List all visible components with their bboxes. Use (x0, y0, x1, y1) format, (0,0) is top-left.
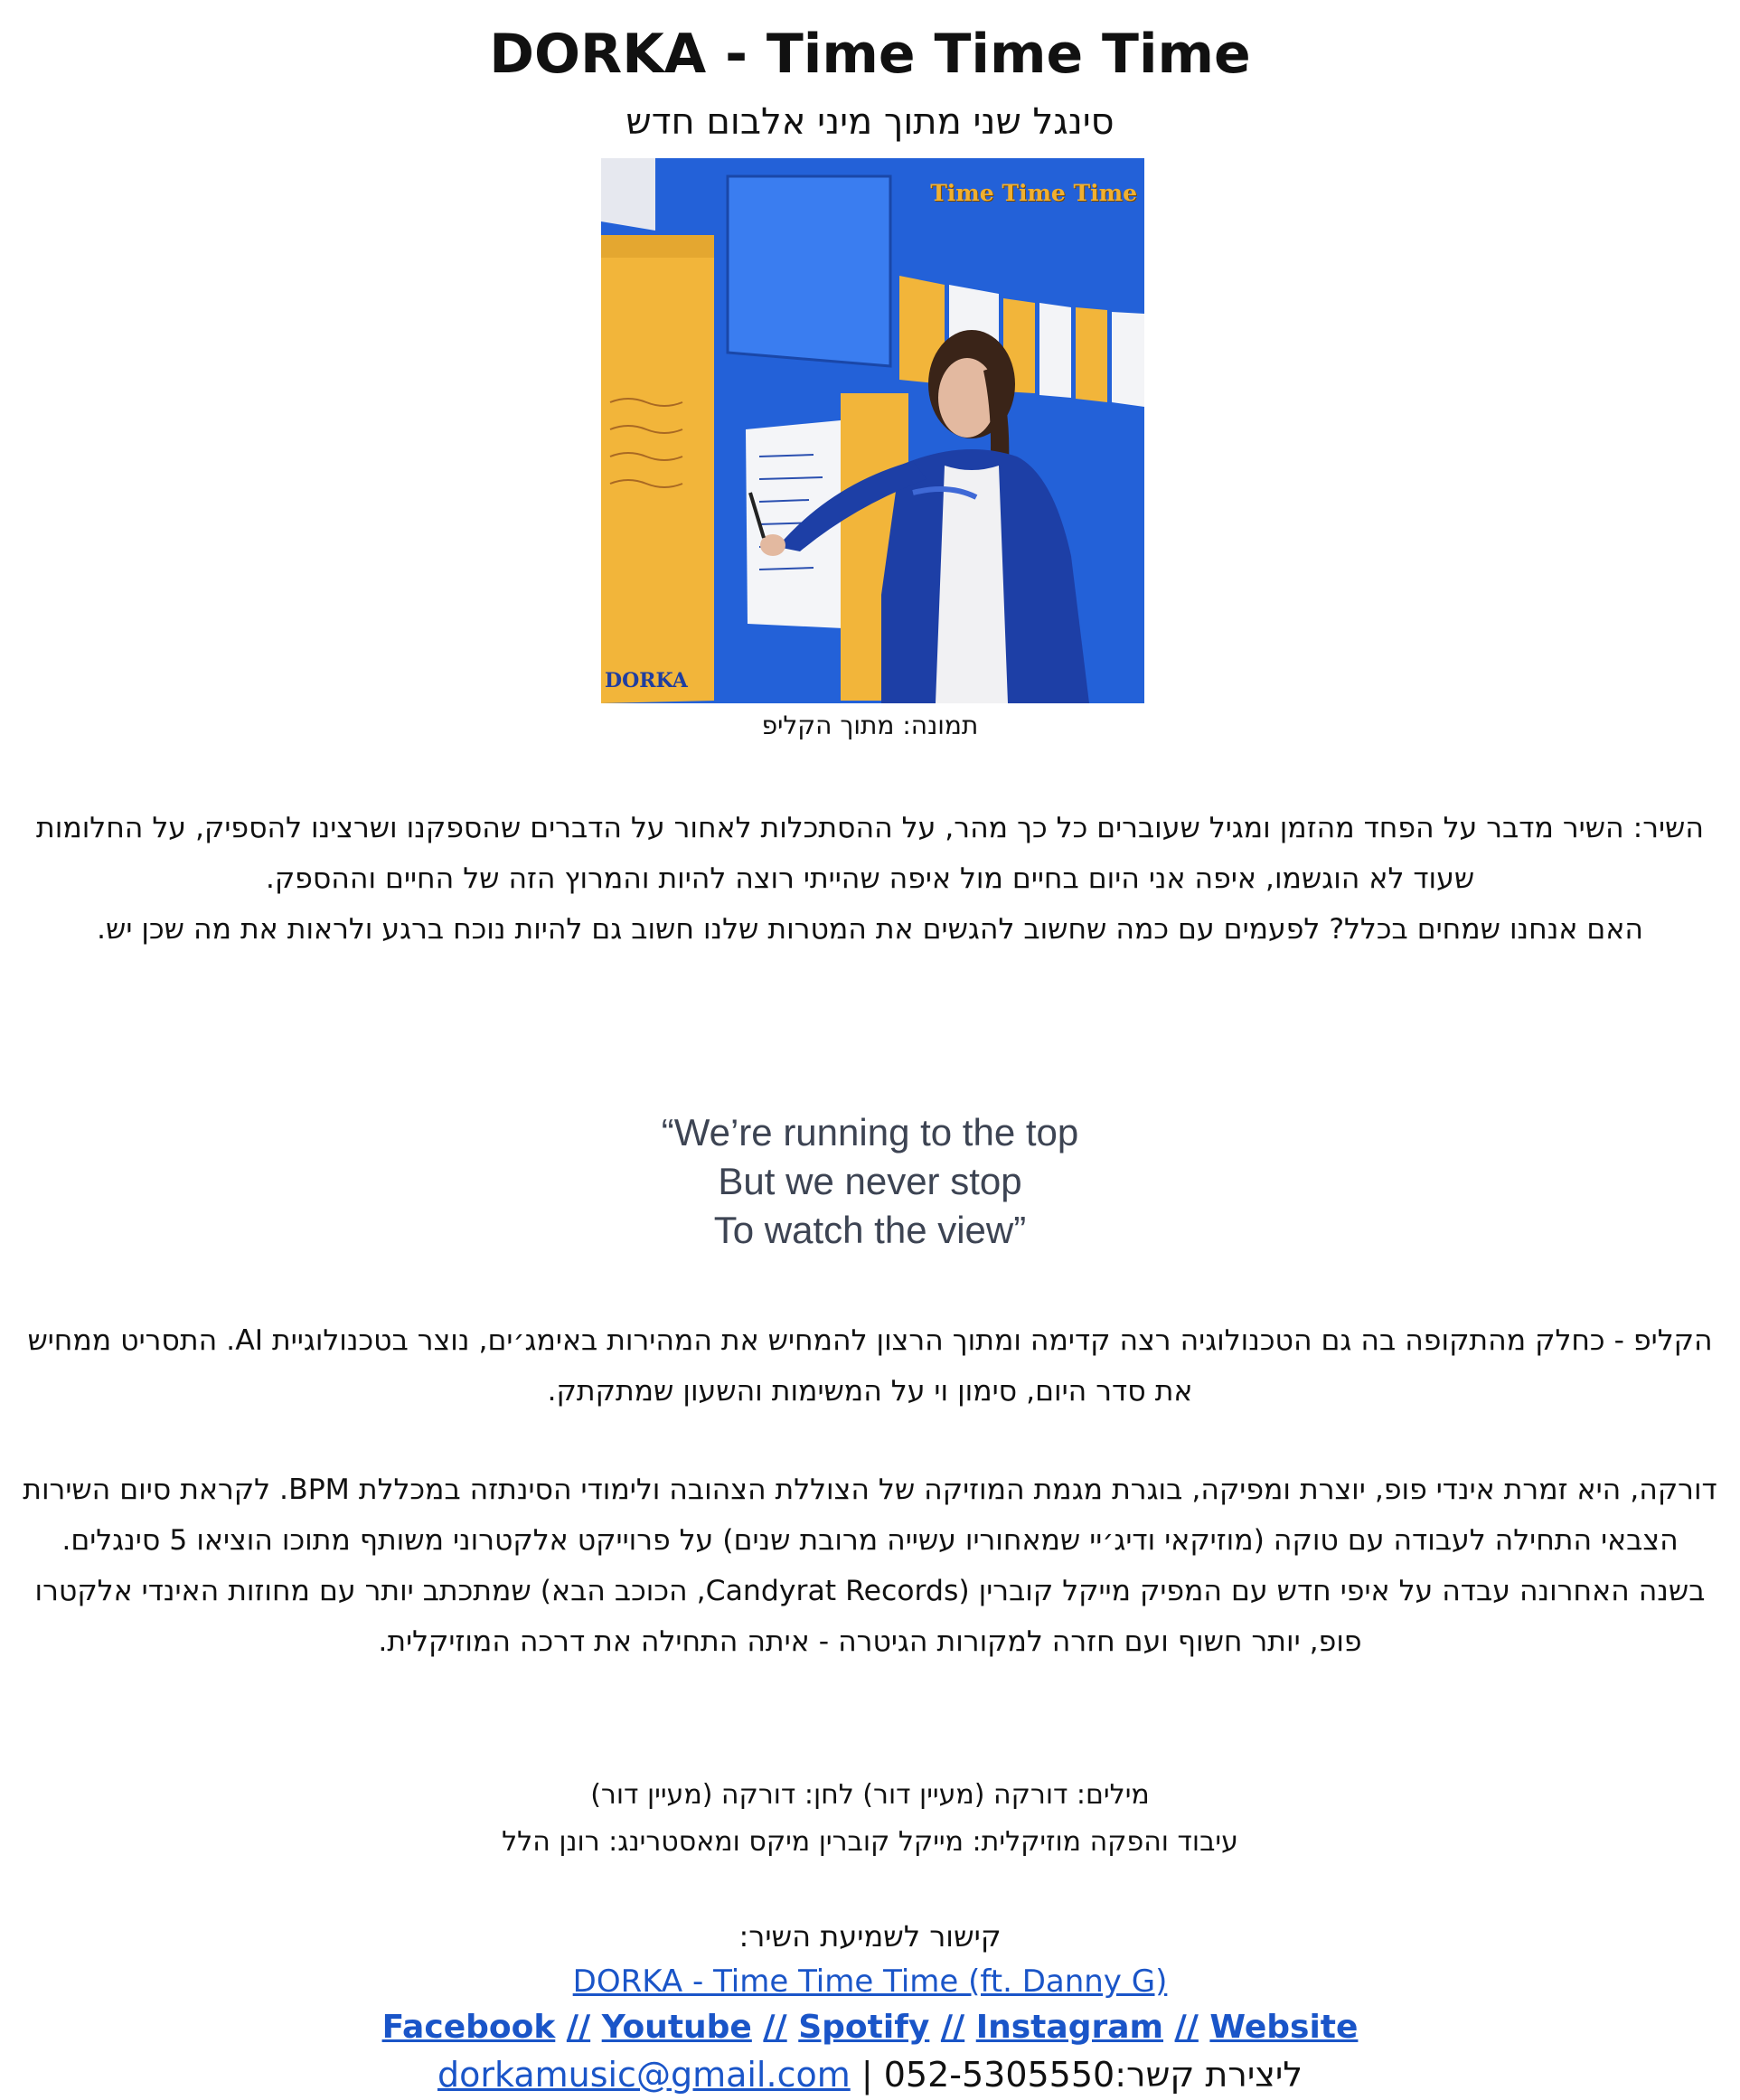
phone-number: 052-5305550 (883, 2055, 1115, 2095)
song-description (14, 803, 1726, 955)
artist-bio (14, 1464, 1726, 1667)
contact-label: ליצירת קשר: (1115, 2055, 1303, 2095)
website-link[interactable]: Website (1209, 2009, 1359, 2046)
artist-bio-text-2: בשנה האחרונה עבדה על איפי חדש עם המפיק מייקל קוברין (Candyrat Records, הכוכב הבא) שמתכתב יותר עם מחוזות האינדי אלקטרו פופ, יותר חשוף ועם חזרה למקורות הגיטרה - איתה התחילה את דרכה המוזיקלית. (34, 1575, 1706, 1658)
lyrics-music-credit: מילים: דורקה (מעיין דור) לחן: דורקה (מעיין דור) (590, 1779, 1150, 1811)
artist-bio-text: דורקה, היא זמרת אינדי פופ, יוצרת ומפיקה, בוגרת מגמת המוזיקה של הצוללת הצהובה ולימודי הסינתזה במכללת BPM. לקראת סיום השירות הצבאי התחילה לעבודה עם טוקה (מוזיקאי ודיג׳יי שמאחוריו עשייה מרובת שנים) על פרוייקט אלקטרוני משותף מתוכו הוציאו 5 סינגלים. (23, 1474, 1717, 1557)
photo-caption: תמונה: מתוך הקליפ (761, 711, 979, 740)
page-subtitle: סינגל שני מתוך מיני אלבום חדש (625, 101, 1115, 143)
production-credit: עיבוד והפקה מוזיקלית: מייקל קוברין מיקס ומאסטרינג: רונן הלל (502, 1826, 1238, 1858)
quote-line: “We’re running to the top (661, 1111, 1079, 1154)
listen-label: קישור לשמיעת השיר: (738, 1919, 1002, 1954)
instagram-link[interactable]: Instagram (975, 2009, 1164, 2046)
social-links (0, 2003, 1740, 2052)
youtube-link[interactable]: Youtube (601, 2009, 752, 2046)
link-separator: // (940, 2009, 965, 2046)
clip-description-text: הקליפ - כחלק מהתקופה בה גם הטכנולוגיה רצה קדימה ומתוך הרצון להמחיש את המהירות באימג׳ים, נוצר בטכנולוגיית AI. התסריט ממחיש את סדר היום, סימון וי על המשימות והשעון שמתקתק. (27, 1324, 1713, 1408)
email-link[interactable]: dorkamusic@gmail.com (437, 2055, 851, 2095)
photo-overlay-title: Time Time Time (930, 180, 1137, 206)
clip-description (14, 1315, 1726, 1417)
link-separator: // (566, 2009, 591, 2046)
contact-line (0, 2050, 1740, 2099)
clip-photo (601, 158, 1144, 703)
song-link-row (0, 1957, 1740, 2006)
spotify-link[interactable]: Spotify (798, 2009, 930, 2046)
link-separator: // (763, 2009, 787, 2046)
link-separator: // (1174, 2009, 1199, 2046)
song-description-text: השיר: השיר מדבר על הפחד מהזמן ומגיל שעוברים כל כך מהר, על ההסתכלות לאחור על הדברים שהספקנו ושרצינו להספיק, על החלומות שעוד לא הוגשמו, איפה אני היום בחיים מול איפה שהייתי רוצה להיות והמרוץ הזה של החיים וההספק. (36, 812, 1704, 895)
page-title: DORKA - Time Time Time (489, 23, 1251, 86)
song-question-text: האם אנחנו שמחים בכלל? לפעמים עם כמה שחשוב להגשים את המטרות שלנו חשוב גם להיות נוכח ברגע ולראות את מה שכן יש. (97, 913, 1643, 946)
lyrics-quote (0, 1108, 1740, 1255)
facebook-link[interactable]: Facebook (381, 2009, 556, 2046)
quote-line: But we never stop (718, 1160, 1022, 1202)
photo-overlay-brand: DORKA (605, 669, 688, 692)
contact-divider: | (861, 2055, 873, 2095)
quote-line: To watch the view” (713, 1209, 1027, 1251)
clip-photo-illustration (601, 158, 1144, 703)
song-link[interactable]: DORKA - Time Time Time (ft. Danny G) (572, 1963, 1168, 2000)
